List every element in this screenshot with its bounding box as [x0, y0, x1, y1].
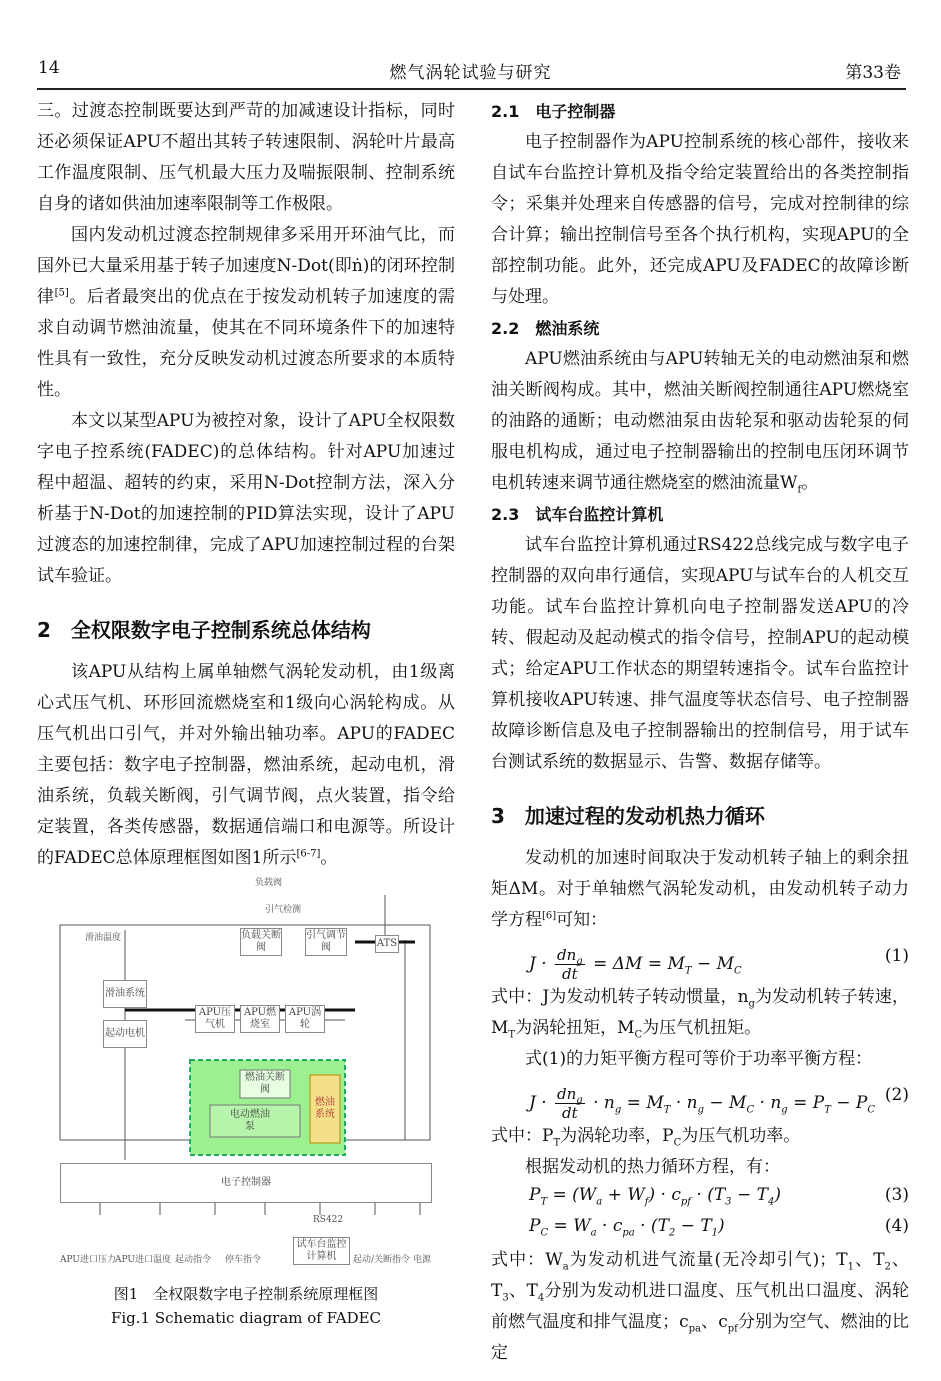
equation-2: J · $\frac{dn_g}{dt}$ · $n_g = M_T \cdot n_g - M_C \cdot n_g = P_T - P_C$ (2) — [529, 1085, 909, 1122]
box-combustor: APU燃烧室 — [240, 1005, 280, 1033]
box-ats: ATS — [375, 935, 399, 953]
page-number: 14 — [38, 58, 60, 78]
box-ecu: 电子控制器 — [60, 1163, 432, 1203]
label-input-2: APU进口温度 — [115, 1255, 171, 1265]
section-heading: 3 加速过程的发动机热力循环 — [491, 804, 765, 828]
paragraph: 三。过渡态控制既要达到严苛的加减速设计指标，同时还必须保证APU不超出其转子转速限制、涡轮叶片最高工作温度限制、压气机最大压力及喘振限制、控制系统自身的诸如供油加速率限制等工作极限。 — [37, 101, 455, 214]
box-lube: 滑油系统 — [103, 980, 147, 1008]
label-lube-monitor: 滑油温度 — [85, 933, 122, 943]
paragraph: 发动机的加速时间取决于发动机转子轴上的剩余扭矩ΔM。对于单轴燃气涡轮发动机，由发动机转子动力学方程[6]可知： — [491, 848, 909, 930]
running-header — [0, 58, 941, 88]
volume-label: 第33卷 — [845, 63, 901, 83]
section-heading: 2 全权限数字电子控制系统总体结构 — [37, 618, 371, 642]
label-input-6: 起动/关断指令 — [353, 1255, 411, 1265]
subsection-heading: 2.3 试车台监控计算机 — [491, 505, 664, 524]
paragraph: 该APU从结构上属单轴燃气涡轮发动机，由1级离心式压气机、环形回流燃烧室和1级向心涡轮构成。从压气机出口引气，并对外输出轴功率。APU的FADEC主要包括：数字电子控制器，燃油系统，起动电机，滑油系统，负载关断阀，引气调节阀，点火装置，指令给定装置，各类传感器，数据通信端口和电源等。所设计的FADEC总体原理框图如图1所示[6-7]。 — [37, 662, 455, 868]
box-pump: 电动燃油泵 — [230, 1109, 270, 1132]
paragraph: 电子控制器作为APU控制系统的核心部件，接收来自试车台监控计算机及指令给定装置给出的各类控制指令；采集并处理来自传感器的信号，完成对控制律的综合计算；输出控制信号至各个执行机构，实现APU的全部控制功能。此外，还完成APU及FADEC的故障诊断与处理。 — [491, 132, 909, 307]
box-test-computer: 试车台监控计算机 — [293, 1237, 350, 1265]
paragraph: 试车台监控计算机通过RS422总线完成与数字电子控制器的双向串行通信，实现APU与试车台的人机交互功能。试车台监控计算机向电子控制器发送APU的冷转、假起动及起动模式的指令信号，控制APU的起动模式；给定APU工作状态的期望转速指令。试车台监控计算机接收APU转速、排气温度等状态信号、电子控制器故障诊断信息及电子控制器输出的控制信号，用于试车台测试系统的数据显示、告警、数据存储等。 — [491, 535, 909, 772]
equation-number: (4) — [884, 1216, 909, 1236]
subsection-heading: 2.2 燃油系统 — [491, 319, 600, 338]
equation-4: $P_C = W_a \cdot c_{pa} \cdot (T_2 - T_1)$ (4) — [529, 1216, 909, 1239]
equation-number: (3) — [884, 1185, 909, 1205]
box-start-motor: 起动电机 — [103, 1020, 147, 1048]
label-input-7: 电源 — [413, 1255, 432, 1265]
right-column — [491, 96, 909, 1369]
box-bleed-valve: 引气调节阀 — [305, 928, 347, 956]
paragraph: 式中：$W_a$为发动机进气流量(无冷却引气)；$T_1$、$T_2$、$T_3$、$T_4$分别为发动机进口温度、压气机出口温度、涡轮前燃气温度和排气温度；$c_{pa}$、$c_{pf}$分别为空气、燃油的比定 — [491, 1250, 910, 1363]
left-column — [37, 96, 455, 874]
paragraph: 式中：$P_T$为涡轮功率，$P_C$为压气机功率。 — [491, 1126, 801, 1149]
label-bleed: 引气检测 — [265, 905, 302, 915]
subsection-heading: 2.1 电子控制器 — [491, 102, 616, 121]
paragraph: APU燃油系统由与APU转轴无关的电动燃油泵和燃油关断阀构成。其中，燃油关断阀控制通往APU燃烧室的油路的通断；电动燃油泵由齿轮泵和驱动齿轮泵的伺服电机构成，通过电子控制器输出的控制电压闭环调节电机转速来调节通往燃烧室的燃油流量$W_f$。 — [491, 349, 909, 496]
label-input-4: 停车指令 — [225, 1255, 262, 1265]
label-load-valve: 负载阀 — [255, 878, 283, 888]
label-input-3: 起动指令 — [175, 1255, 212, 1265]
label-rs422: RS422 — [313, 1215, 344, 1225]
paragraph: 本文以某型APU为被控对象，设计了APU全权限数字电子控系统(FADEC)的总体结构。针对APU加速过程中超温、超转的约束，采用N-Dot控制方法，深入分析基于N-Dot的加速控制的PID算法实现，设计了APU过渡态的加速控制律，完成了APU加速控制过程的台架试车验证。 — [37, 411, 455, 586]
paragraph: 根据发动机的热力循环方程，有： — [525, 1157, 780, 1177]
header-rule — [37, 88, 906, 90]
equation-number: (2) — [884, 1085, 909, 1105]
box-fuel-cutoff: 燃油关断阀 — [245, 1072, 285, 1095]
equation-1: J · $\frac{dn_g}{dt}$ = $\Delta M = M_T - M_C$ (1) — [529, 946, 909, 983]
label-input-1: APU进口压力 — [60, 1255, 116, 1265]
paragraph: 国内发动机过渡态控制规律多采用开环油气比，而国外已大量采用基于转子加速度N-Dot(即ṅ)的闭环控制律[5]。后者最突出的优点在于按发动机转子加速度的需求自动调节燃油流量，使其在不同环境条件下的加速特性具有一致性，充分反映发动机过渡态所要求的本质特性。 — [37, 225, 456, 400]
paragraph: 式中：J为发动机转子转动惯量，$n_g$为发动机转子转速，$M_T$为涡轮扭矩，$M_C$为压气机扭矩。 — [491, 987, 909, 1041]
equation-3: $P_T = (W_a + W_f) \cdot c_{pf} \cdot (T_3 - T_4)$ (3) — [529, 1185, 909, 1208]
equation-number: (1) — [884, 946, 909, 966]
figure-caption-en: Fig.1 Schematic diagram of FADEC — [110, 1309, 382, 1327]
box-turbine: APU涡轮 — [285, 1005, 325, 1033]
figure-caption-cn: 图1 全权限数字电子控制系统原理框图 — [113, 1285, 379, 1303]
journal-title: 燃气涡轮试验与研究 — [389, 63, 552, 83]
paragraph: 式(1)的力矩平衡方程可等价于功率平衡方程： — [525, 1049, 873, 1069]
fadec-diagram — [55, 880, 440, 1275]
box-compressor: APU压气机 — [195, 1005, 235, 1033]
box-fuel-system: 燃油系统 — [315, 1097, 335, 1120]
box-load-valve: 负载关断阀 — [240, 928, 282, 956]
